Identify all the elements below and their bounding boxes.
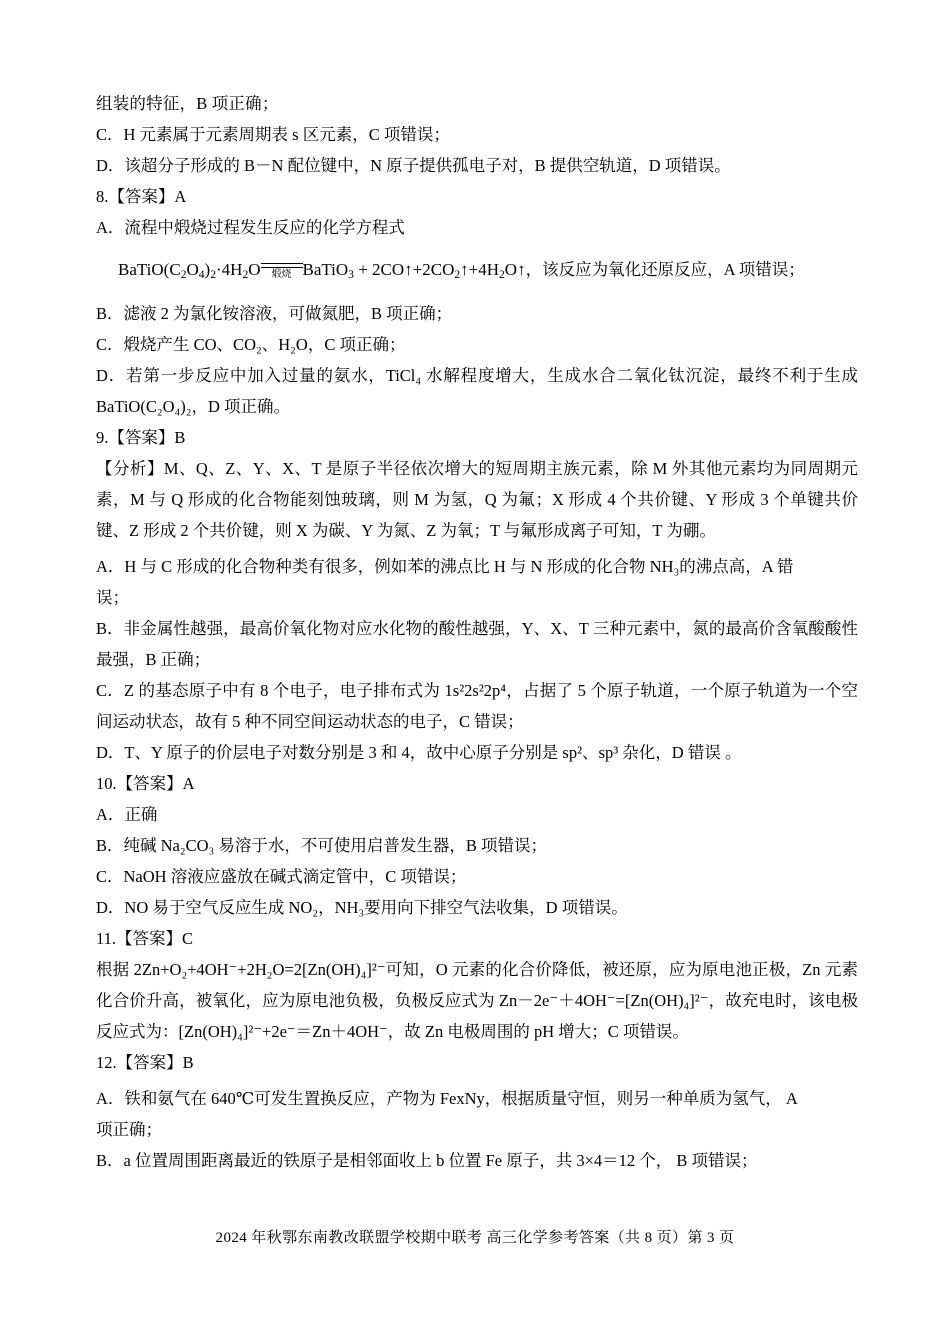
q10-option-b-line [96,830,858,861]
option-d-text: 该超分子形成的 B－N 配位键中，N 原子提供孤电子对，B 提供空轨道，D 项错误。 [124,156,731,175]
q8-option-b-line [96,298,858,329]
q9-option-a-line-cont: 误； [96,588,129,608]
option-label-b: B． [96,836,124,856]
q12-option-a-line-cont: 项正确； [96,1120,162,1140]
q9-option-a-line [96,551,858,582]
q10-option-c-text: NaOH 溶液应盛放在碱式滴定管中，C 项错误； [123,867,467,887]
q11-body: 根据 2Zn+O₂+4OH⁻+2H₂O=2[Zn(OH)₄]²⁻可知，O 元素的化合价降低，被还原，应为原电池正极，Zn 元素化合价升高，被氧化，应为原电池负极，负极反应式为 Zn－2e⁻＋4OH⁻=[Zn(OH)₄]²⁻，故充电时，该电极反应式为：[Zn(OH)₄]²⁻+2e⁻＝Zn＋4OH⁻，故 Zn 电极周围的 pH 增大；C 项错误。 [96,960,858,1042]
option-d-line [96,150,858,181]
q10-option-c-line [96,861,858,892]
option-label-c: C． [96,335,124,355]
option-label-b: B． [96,619,124,639]
q9-option-b-line [96,613,858,675]
q9-option-d-line [96,737,858,768]
option-label-a: A． [96,218,125,237]
q8-option-b-text: 滤液 2 为氯化铵溶液，可做氮肥，B 项正确； [123,304,453,324]
page-footer: 2024 年秋鄂东南教改联盟学校期中联考 高三化学参考答案（共 8 页）第 3 页 [215,1230,735,1246]
q12-option-b-text: a 位置周围距离最近的铁原子是相邻面收上 b 位置 Fe 原子，共 3×4＝12 个， B 项错误； [123,1151,758,1171]
q12-option-a-text: 铁和氨气在 640℃可发生置换反应，产物为 FexNy，根据质量守恒，则另一种单质为氢气， A [124,1089,798,1109]
q8-option-a-text: 流程中煅烧过程发生反应的化学方程式 [124,218,405,237]
q9-option-a-text: H 与 C 形成的化合物种类有很多，例如苯的沸点比 H 与 N 形成的化合物 NH₃的沸点高，A 错 [124,557,794,577]
q9-option-c-line [96,675,858,737]
option-label-d: D． [96,156,125,175]
q8-equation-tail: ，该反应为氧化还原反应，A 项错误； [525,260,805,279]
option-label-d: D． [96,366,127,386]
q8-option-c-line [96,329,858,360]
question-11-heading: 11.【答案】C [96,929,194,949]
option-c-text: H 元素属于元素周期表 s 区元素，C 项错误； [123,125,450,144]
q8-option-d-line [96,360,858,422]
option-label-a: A． [96,805,125,825]
option-label-d: D． [96,898,125,918]
q9-analysis: 【分析】M、Q、Z、Y、X、T 是原子半径依次增大的短周期主族元素，除 M 外其他元素均为同周期元素，M 与 Q 形成的化合物能刻蚀玻璃，则 M 为氢，Q 为氟；X 形成 4 个共价键、Y 形成 3 个单键共价键、Z 形成 2 个共价键，则 X 为碳、Y 为氮、Z 为氧；T 与氟形成离子可知，T 为硼。 [96,459,858,541]
q8-option-a-line [96,212,858,243]
q12-option-b-line [96,1145,858,1176]
q10-option-b-text: 纯碱 Na₂CO₃ 易溶于水，不可使用启普发生器，B 项错误； [123,836,548,856]
q8-option-d-text: 若第一步反应中加入过量的氨水，TiCl₄ 水解程度增大，生成水合二氧化钛沉淀，最终不利于生成 BaTiO(C₂O₄)₂，D 项正确。 [96,366,858,417]
q10-option-d-line [96,892,858,923]
continued-text-line: 组装的特征，B 项正确； [96,94,279,113]
q10-option-a-text: 正确 [124,805,158,825]
q8-option-c-text: 煅烧产生 CO、CO₂、H₂O，C 项正确； [123,335,406,355]
option-label-c: C． [96,125,124,144]
q9-option-c-text: Z 的基态原子中有 8 个电子，电子排布式为 1s²2s²2p⁴，占据了 5 个原子轨道，一个原子轨道为一个空间运动状态，故有 5 种不同空间运动状态的电子，C 错误； [96,681,858,732]
option-label-c: C． [96,681,125,701]
option-label-b: B． [96,1151,124,1171]
question-9-heading: 9.【答案】B [96,428,186,448]
option-label-b: B． [96,304,124,324]
q9-option-b-text: 非金属性越强，最高价氧化物对应水化物的酸性越强，Y、X、T 三种元素中，氮的最高价含氧酸酸性最强，B 正确； [96,619,858,670]
q8-chemical-equation-line [96,253,858,292]
option-label-c: C． [96,867,124,887]
q10-option-a-line [96,799,858,830]
option-label-a: A． [96,557,125,577]
q9-option-d-text: T、Y 原子的价层电子对数分别是 3 和 4，故中心原子分别是 sp²、sp³ 杂化，D 错误 。 [124,743,742,763]
question-8-heading: 8.【答案】A [96,187,187,206]
option-label-d: D． [96,743,125,763]
option-label-a: A． [96,1089,125,1109]
q8-chemical-equation: $BaTiO(C_2O_4)_2\cdot 4H_2O$ 煅烧 BaTiO$_3$ + $2CO↑+2CO_2↑+4H_2O↑$ [118,260,526,282]
question-10-heading: 10.【答案】A [96,774,195,794]
q10-option-d-text: NO 易于空气反应生成 NO₂，NH₃要用向下排空气法收集，D 项错误。 [124,898,628,918]
option-c-line [96,119,858,150]
question-12-heading: 12.【答案】B [96,1053,194,1073]
q12-option-a-line [96,1083,858,1114]
